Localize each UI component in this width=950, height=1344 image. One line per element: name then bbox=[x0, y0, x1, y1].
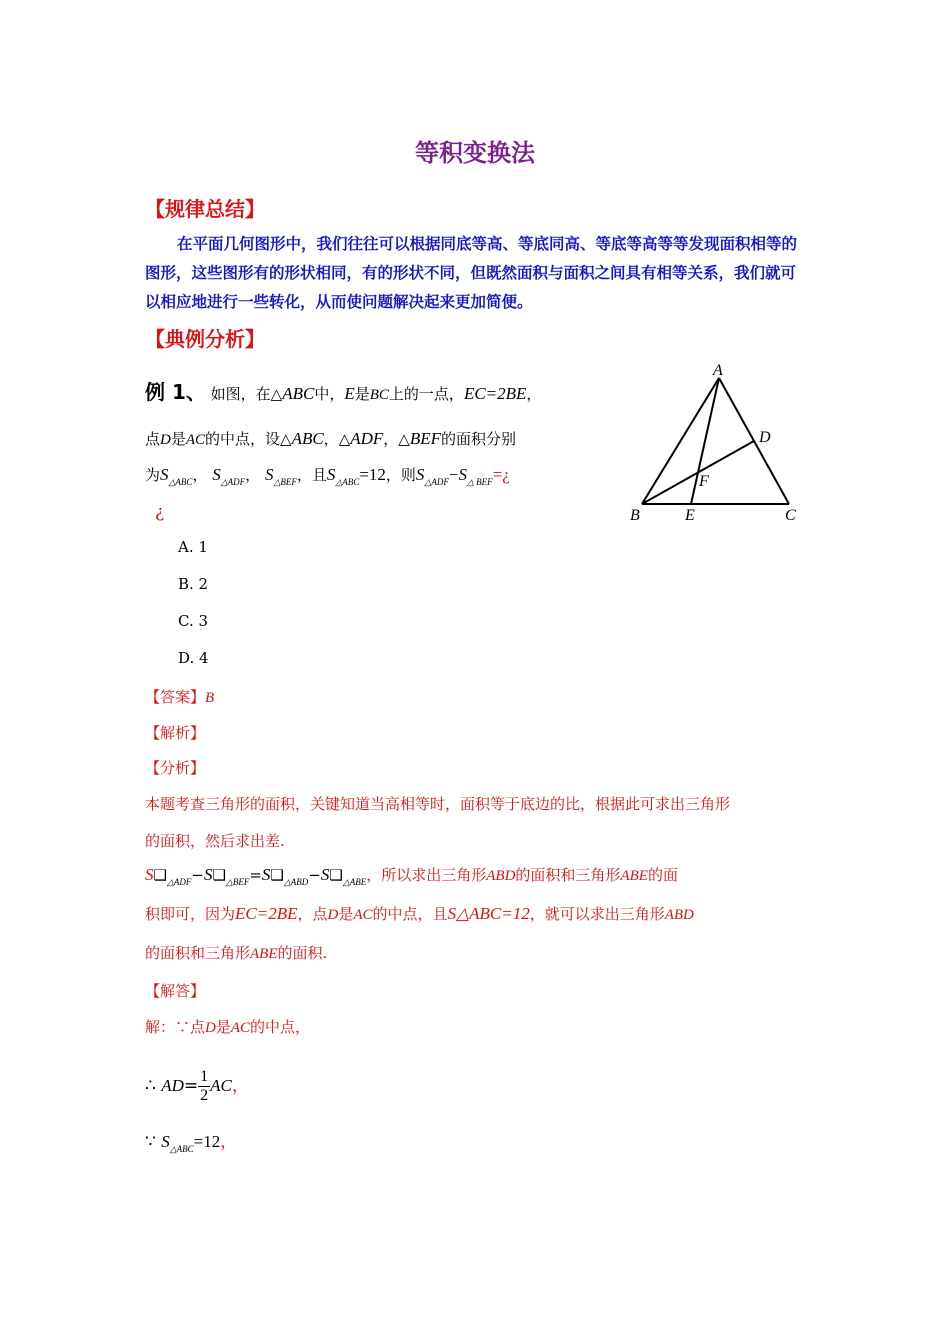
subscript: △BEF bbox=[273, 477, 297, 487]
therefore-symbol: ∴ bbox=[145, 1076, 156, 1096]
text: 的面 bbox=[647, 866, 678, 884]
math-ac: AC bbox=[353, 907, 373, 923]
math-s: S bbox=[261, 865, 271, 884]
label-a: A bbox=[713, 362, 723, 379]
math-eq: = bbox=[249, 866, 262, 884]
subscript: △ABD bbox=[283, 877, 309, 887]
subscript: △ABC bbox=[168, 477, 193, 487]
math-ec-eq: EC=2BE bbox=[463, 384, 527, 403]
solution-line-1 bbox=[145, 1016, 310, 1037]
fraction-numerator: 1 bbox=[200, 1068, 209, 1085]
text: 的中点， bbox=[250, 1018, 311, 1036]
option-d: D. 4 bbox=[178, 649, 209, 667]
math-d: D bbox=[205, 1020, 216, 1036]
text: 的面积分别 bbox=[441, 430, 517, 448]
math-s: S bbox=[458, 465, 467, 484]
option-c: C. 3 bbox=[178, 612, 209, 630]
analysis-line-5 bbox=[145, 942, 327, 963]
solution-line-2 bbox=[145, 1068, 249, 1105]
triangle-figure bbox=[628, 360, 808, 530]
text: ，点 bbox=[297, 905, 328, 923]
text: 积即可，因为 bbox=[145, 905, 236, 923]
math-minus: − bbox=[308, 866, 321, 884]
subscript: △BEF bbox=[225, 877, 250, 887]
text: 的面积. bbox=[277, 944, 328, 962]
math-tail: =¿ bbox=[492, 465, 510, 484]
section-heading-examples: 【典例分析】 bbox=[145, 327, 265, 351]
label-b: B bbox=[630, 507, 640, 524]
text: 如图，在△ bbox=[210, 385, 283, 403]
box-glyph: ❑ bbox=[270, 866, 284, 884]
text: 为 bbox=[145, 466, 161, 484]
answer-label: 【答案】 bbox=[145, 688, 206, 706]
subscript: △ABC bbox=[169, 1144, 194, 1154]
math-d: D bbox=[160, 432, 171, 448]
text: ，就可以求出三角形 bbox=[529, 905, 665, 923]
math-e: E bbox=[344, 384, 355, 403]
question-line-2 bbox=[145, 428, 516, 449]
math-d: D bbox=[327, 907, 339, 923]
math-ac: AC bbox=[210, 1076, 232, 1095]
text: 的面积和三角形 bbox=[515, 866, 621, 884]
math-s: S bbox=[145, 865, 154, 884]
text: 的面积和三角形 bbox=[145, 944, 251, 962]
label-c: C bbox=[785, 507, 796, 524]
answer-row bbox=[145, 686, 214, 707]
math-bef: BEF bbox=[409, 429, 441, 448]
math-minus: − bbox=[448, 465, 459, 484]
math-bc: BC bbox=[369, 387, 389, 403]
subscript: △ABE bbox=[342, 877, 367, 887]
text: 解：∵点 bbox=[145, 1018, 206, 1036]
because-symbol: ∵ bbox=[145, 1132, 156, 1152]
math-s: S bbox=[212, 465, 221, 484]
solution-line-3 bbox=[145, 1127, 237, 1152]
text: ，且 bbox=[296, 466, 327, 484]
fraction bbox=[198, 1068, 210, 1105]
section-heading-summary: 【规律总结】 bbox=[145, 197, 265, 221]
text: 上的一点， bbox=[388, 385, 464, 403]
subscript: △ BEF bbox=[466, 477, 493, 487]
text: ， bbox=[192, 466, 208, 484]
math-s: S bbox=[203, 865, 213, 884]
text: ，所以求出三角形 bbox=[366, 866, 487, 884]
math-ad: AD bbox=[161, 1076, 184, 1095]
text: ， bbox=[245, 466, 261, 484]
text: 是 bbox=[170, 430, 186, 448]
math-s-abc: S△ABC=12 bbox=[447, 904, 530, 923]
text: 点 bbox=[145, 430, 161, 448]
math-eq: = bbox=[183, 1076, 199, 1096]
math-ec-eq: EC=2BE bbox=[235, 904, 298, 923]
text: 中， bbox=[314, 385, 345, 403]
subscript: △ADF bbox=[424, 477, 449, 487]
fenxi-label: 【分析】 bbox=[145, 759, 206, 777]
page-title: 等积变换法 bbox=[415, 139, 535, 167]
math-s: S bbox=[326, 465, 336, 484]
math-eq12: =12 bbox=[359, 465, 386, 484]
math-ac: AC bbox=[230, 1020, 251, 1036]
box-glyph: ❑ bbox=[212, 866, 226, 884]
question-line-4: ¿ bbox=[155, 502, 165, 522]
question-line-1 bbox=[145, 376, 541, 405]
math-s: S bbox=[264, 465, 274, 484]
analysis-line-3 bbox=[145, 864, 678, 885]
text: ， bbox=[231, 1076, 249, 1096]
math-ac: AC bbox=[185, 432, 206, 448]
text: ，△ bbox=[323, 430, 351, 448]
math-abd: ABD bbox=[486, 868, 516, 884]
summary-paragraph: 在平面几何图形中，我们往往可以根据同底等高、等底同高、等底等高等等发现面积相等的图形，这些图形有的形状相同，有的形状不同，但既然面积与面积之间具有相等关系，我们就可以相应地进行一些转化，从而使问题解决起来更加简便。 bbox=[145, 235, 798, 311]
fraction-denominator: 2 bbox=[200, 1087, 209, 1104]
example-label: 例 1、 bbox=[145, 380, 206, 404]
math-abd: ABD bbox=[664, 907, 694, 923]
math-s: S bbox=[415, 465, 425, 484]
math-abc: ABC bbox=[282, 384, 315, 403]
math-s: S bbox=[161, 1132, 170, 1151]
text: 是 bbox=[338, 905, 354, 923]
math-abe: ABE bbox=[620, 868, 648, 884]
text: 的中点，设△ bbox=[205, 430, 292, 448]
subscript: △ABC bbox=[335, 477, 360, 487]
analysis-line-4 bbox=[145, 903, 694, 924]
answer-value: B bbox=[205, 690, 215, 706]
text: 是 bbox=[354, 385, 370, 403]
subscript: △ADF bbox=[166, 877, 192, 887]
analysis-line-1: 本题考查三角形的面积，关键知道当高相等时，面积等于底边的比，根据此可求出三角形 bbox=[145, 795, 731, 813]
label-d: D bbox=[759, 429, 771, 446]
text: ， bbox=[220, 1132, 238, 1152]
text: 的中点，且 bbox=[372, 905, 448, 923]
text: 是 bbox=[215, 1018, 231, 1036]
question-line-3 bbox=[145, 464, 510, 485]
option-b: B. 2 bbox=[178, 575, 209, 593]
text: ，则 bbox=[385, 466, 416, 484]
jieda-label: 【解答】 bbox=[145, 982, 206, 1000]
math-abe: ABE bbox=[250, 946, 278, 962]
jiexi-label: 【解析】 bbox=[145, 724, 206, 742]
text: ，△ bbox=[383, 430, 410, 448]
math-s: S bbox=[320, 865, 330, 884]
math-s: S bbox=[160, 465, 169, 484]
label-e: E bbox=[685, 507, 695, 524]
subscript: △ADF bbox=[220, 477, 246, 487]
math-abc: ABC bbox=[291, 429, 324, 448]
text: ， bbox=[526, 385, 542, 403]
box-glyph: ❑ bbox=[329, 866, 343, 884]
option-a: A. 1 bbox=[178, 538, 208, 556]
analysis-line-2: 的面积，然后求出差. bbox=[145, 832, 285, 850]
segment-bd bbox=[642, 441, 754, 504]
math-eq12: =12 bbox=[193, 1132, 221, 1151]
label-f: F bbox=[699, 473, 709, 490]
math-minus: − bbox=[191, 866, 204, 884]
box-glyph: ❑ bbox=[153, 866, 167, 884]
math-adf: ADF bbox=[350, 429, 384, 448]
